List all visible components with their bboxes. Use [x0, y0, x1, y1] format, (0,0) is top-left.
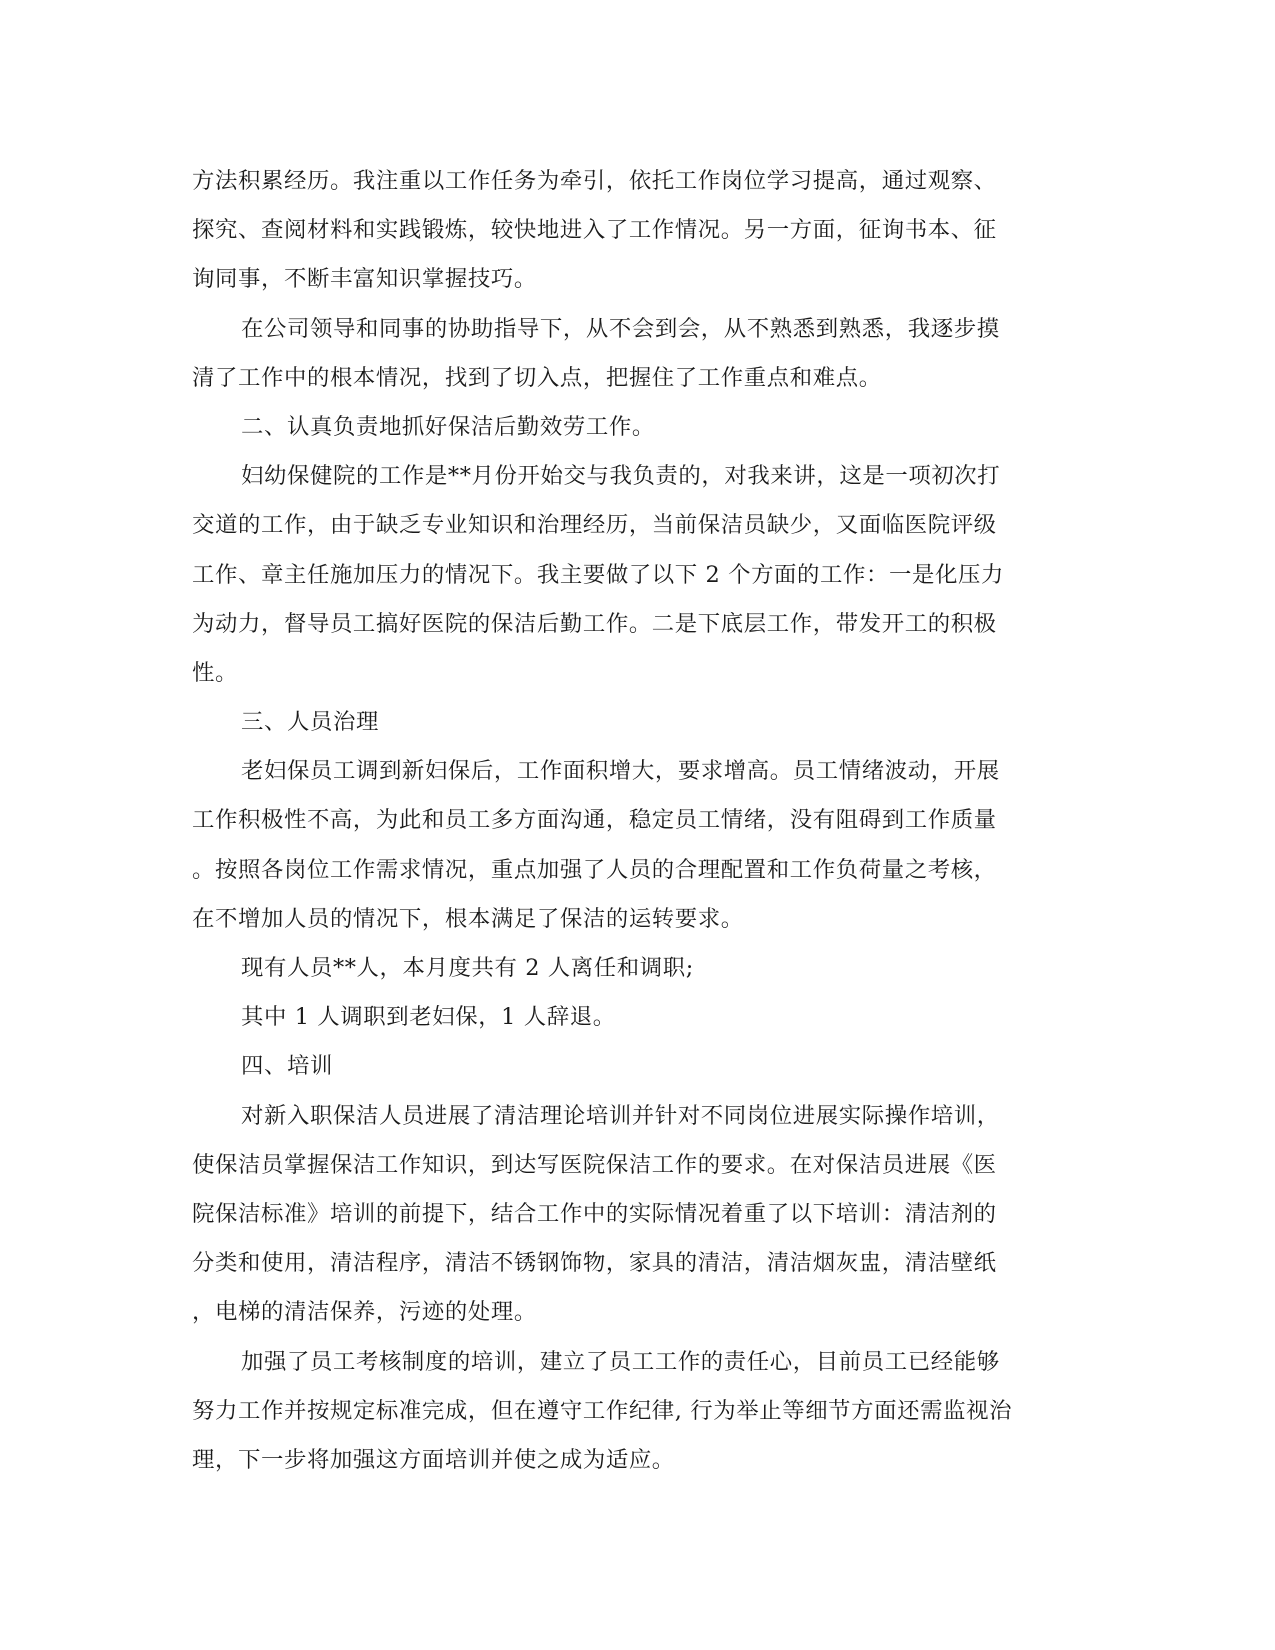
text-line: 加强了员工考核制度的培训，建立了员工工作的责任心，目前员工已经能够 [241, 1348, 1000, 1375]
text-line: 三、人员治理 [241, 709, 379, 736]
text-line: 询同事，不断丰富知识掌握技巧。 [192, 266, 537, 293]
text-line: 妇幼保健院的工作是**月份开始交与我负责的，对我来讲，这是一项初次打 [241, 463, 1001, 490]
text-line: 二、认真负责地抓好保洁后勤效劳工作。 [241, 413, 655, 440]
text-line: 分类和使用，清洁程序，清洁不锈钢饰物，家具的清洁，清洁烟灰盅，清洁壁纸 [192, 1250, 997, 1277]
text-line: 在不增加人员的情况下，根本满足了保洁的运转要求。 [192, 905, 744, 932]
text-line: 对新入职保洁人员进展了清洁理论培训并针对不同岗位进展实际操作培训， [241, 1102, 1000, 1129]
text-line: 交道的工作，由于缺乏专业知识和治理经历，当前保洁员缺少，又面临医院评级 [192, 512, 997, 539]
text-line: 老妇保员工调到新妇保后，工作面积增大，要求增高。员工情绪波动，开展 [241, 758, 1000, 785]
text-line: 工作、章主任施加压力的情况下。我主要做了以下 2 个方面的工作：一是化压力 [192, 561, 1004, 588]
text-line: ，电梯的清洁保养，污迹的处理。 [192, 1299, 537, 1326]
text-line: 四、培训 [241, 1053, 333, 1080]
document-body [192, 157, 1082, 1485]
text-line: 。按照各岗位工作需求情况，重点加强了人员的合理配置和工作负荷量之考核， [192, 856, 997, 883]
text-line: 方法积累经历。我注重以工作任务为牵引，依托工作岗位学习提高，通过观察、 [192, 168, 997, 194]
text-line: 使保洁员掌握保洁工作知识，到达写医院保洁工作的要求。在对保洁员进展《医 [192, 1151, 997, 1178]
text-line: 性。 [192, 659, 238, 686]
text-line: 探究、查阅材料和实践锻炼，较快地进入了工作情况。另一方面，征询书本、征 [192, 217, 997, 244]
text-line: 其中 1 人调职到老妇保，1 人辞退。 [241, 1004, 616, 1031]
text-line: 为动力，督导员工搞好医院的保洁后勤工作。二是下底层工作，带发开工的积极 [192, 610, 997, 637]
text-line: 理，下一步将加强这方面培训并使之成为适应。 [192, 1446, 675, 1473]
text-line: 工作积极性不高，为此和员工多方面沟通，稳定员工情绪，没有阻碍到工作质量 [192, 807, 997, 834]
text-line: 清了工作中的根本情况，找到了切入点，把握住了工作重点和难点。 [192, 364, 882, 391]
text-line: 努力工作并按规定标准完成，但在遵守工作纪律, 行为举止等细节方面还需监视治 [192, 1397, 1013, 1424]
text-line: 在公司领导和同事的协助指导下，从不会到会，从不熟悉到熟悉，我逐步摸 [241, 315, 1000, 342]
text-line: 现有人员**人，本月度共有 2 人离任和调职; [241, 955, 694, 981]
text-line: 院保洁标准》培训的前提下，结合工作中的实际情况着重了以下培训：清洁剂的 [192, 1200, 997, 1227]
